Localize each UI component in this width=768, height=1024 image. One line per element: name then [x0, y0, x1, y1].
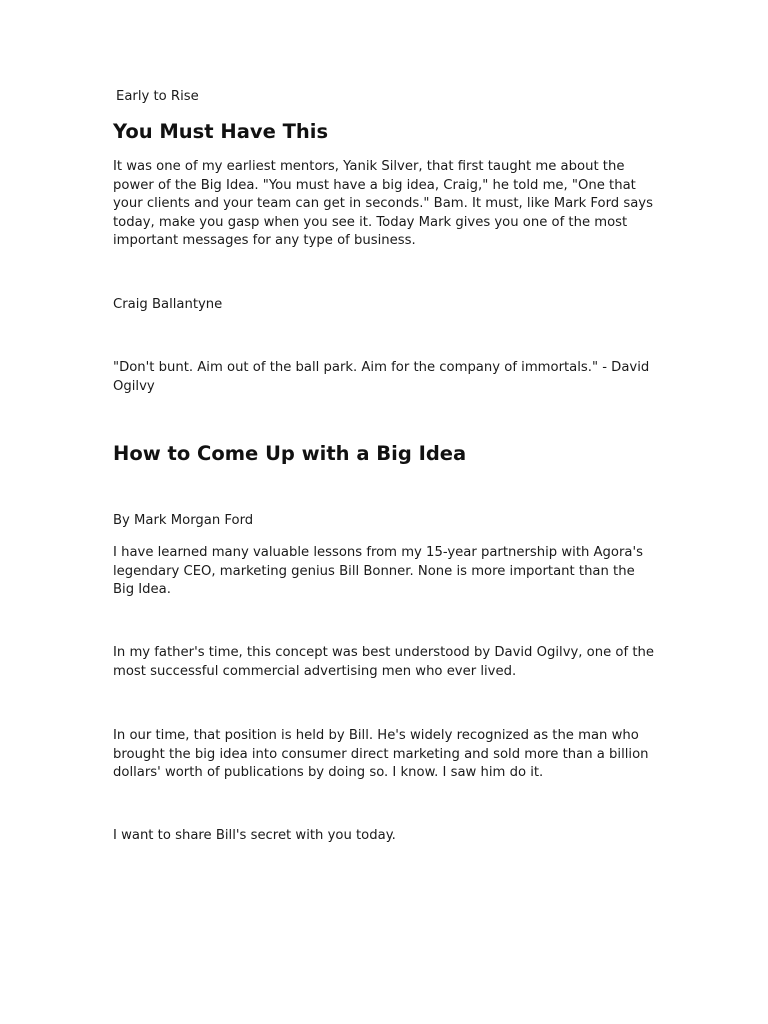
paragraph-our-time: In our time, that position is held by Bill. He's widely recognized as the man who brought the big idea into consumer direct marketing and sold more than a billion dollars' worth of publications by doing so. I know. I saw him do it.: [113, 728, 649, 780]
intro-paragraph: It was one of my earliest mentors, Yanik Silver, that first taught me about the power of the Big Idea. "You must have a big idea, Craig," he told me, "One that your clients and your team can get in seconds." Bam. It must, like Mark Ford says today, make you gasp when you see it. Today Mark gives you one of the most important messages for any type of business.: [113, 159, 653, 248]
document-header: Early to Rise: [116, 89, 199, 104]
byline: By Mark Morgan Ford: [113, 513, 254, 528]
author-signature: Craig Ballantyne: [113, 297, 223, 312]
paragraph-share-secret: I want to share Bill's secret with you today.: [113, 828, 396, 843]
paragraph-fathers-time: In my father's time, this concept was best understood by David Ogilvy, one of the most successful commercial advertising men who ever lived.: [113, 645, 654, 679]
paragraph-lessons: I have learned many valuable lessons from my 15-year partnership with Agora's legendary CEO, marketing genius Bill Bonner. None is more important than the Big Idea.: [113, 545, 643, 597]
section-heading-you-must-have-this: You Must Have This: [113, 120, 329, 143]
section-heading-big-idea: How to Come Up with a Big Idea: [113, 442, 467, 465]
ogilvy-quote: "Don't bunt. Aim out of the ball park. Aim for the company of immortals." - David Ogilvy: [113, 360, 650, 394]
